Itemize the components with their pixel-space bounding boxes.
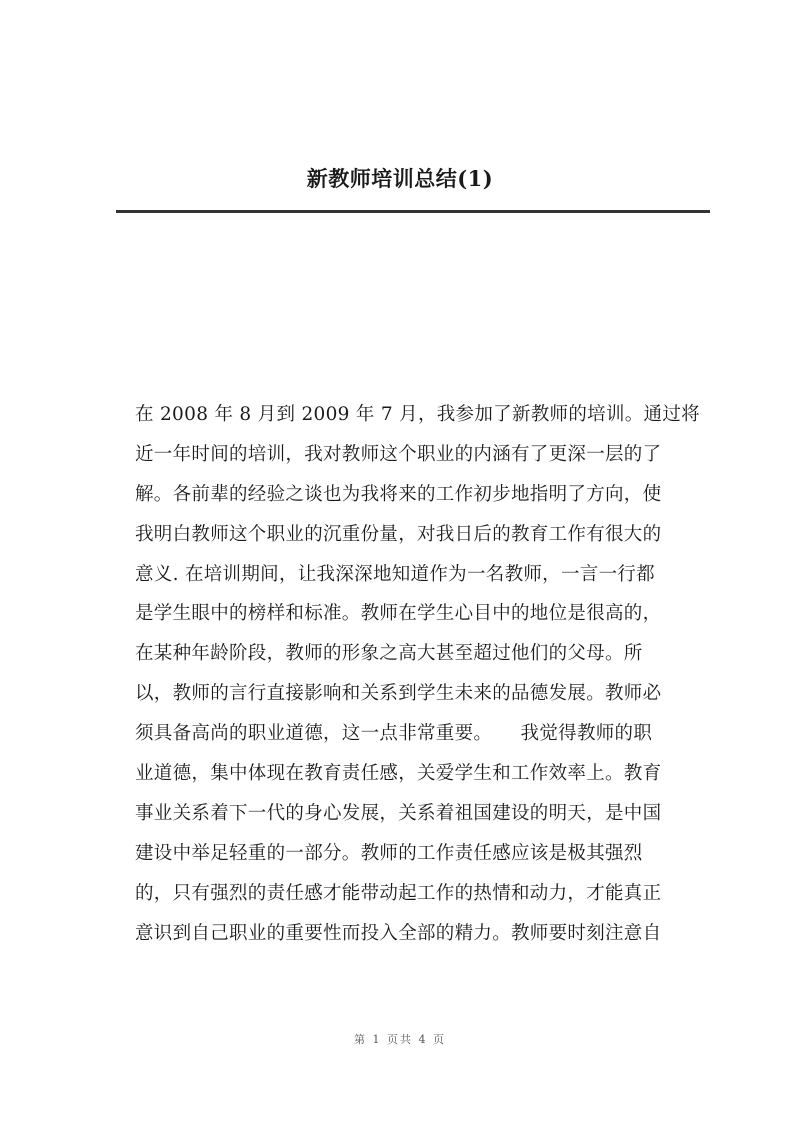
title-underline bbox=[116, 210, 710, 213]
body-line: 意识到自己职业的重要性而投入全部的精力。教师要时刻注意自 bbox=[135, 922, 662, 944]
body-line: 业道德，集中体现在教育责任感，关爱学生和工作效率上。教育 bbox=[135, 763, 662, 785]
body-line: 在某种年龄阶段，教师的形象之高大甚至超过他们的父母。所 bbox=[135, 643, 643, 665]
body-line: 近一年时间的培训，我对教师这个职业的内涵有了更深一层的了 bbox=[135, 443, 662, 465]
body-line: 事业关系着下一代的身心发展，关系着祖国建设的明天，是中国 bbox=[135, 802, 662, 824]
document-body bbox=[135, 395, 720, 953]
body-line: 意义. 在培训期间，让我深深地知道作为一名教师，一言一行都 bbox=[135, 563, 655, 585]
body-line: 我明白教师这个职业的沉重份量，对我日后的教育工作有很大的 bbox=[135, 523, 662, 545]
body-line: 是学生眼中的榜样和标准。教师在学生心目中的地位是很高的， bbox=[135, 603, 662, 625]
body-line: 的，只有强烈的责任感才能带动起工作的热情和动力，才能真正 bbox=[135, 882, 662, 904]
document-title: 新教师培训总结(1) bbox=[306, 166, 494, 191]
body-line: 须具备高尚的职业道德，这一点非常重要。 我觉得教师的职 bbox=[135, 723, 653, 745]
body-line: 以，教师的言行直接影响和关系到学生未来的品德发展。教师必 bbox=[135, 683, 662, 705]
body-line: 建设中举足轻重的一部分。教师的工作责任感应该是极其强烈 bbox=[135, 842, 643, 864]
body-line: 解。各前辈的经验之谈也为我将来的工作初步地指明了方向，使 bbox=[135, 483, 662, 505]
page-footer: 第 1 页共 4 页 bbox=[354, 1033, 446, 1046]
body-line: 在 2008 年 8 月到 2009 年 7 月，我参加了新教师的培训。通过将 bbox=[135, 404, 700, 425]
